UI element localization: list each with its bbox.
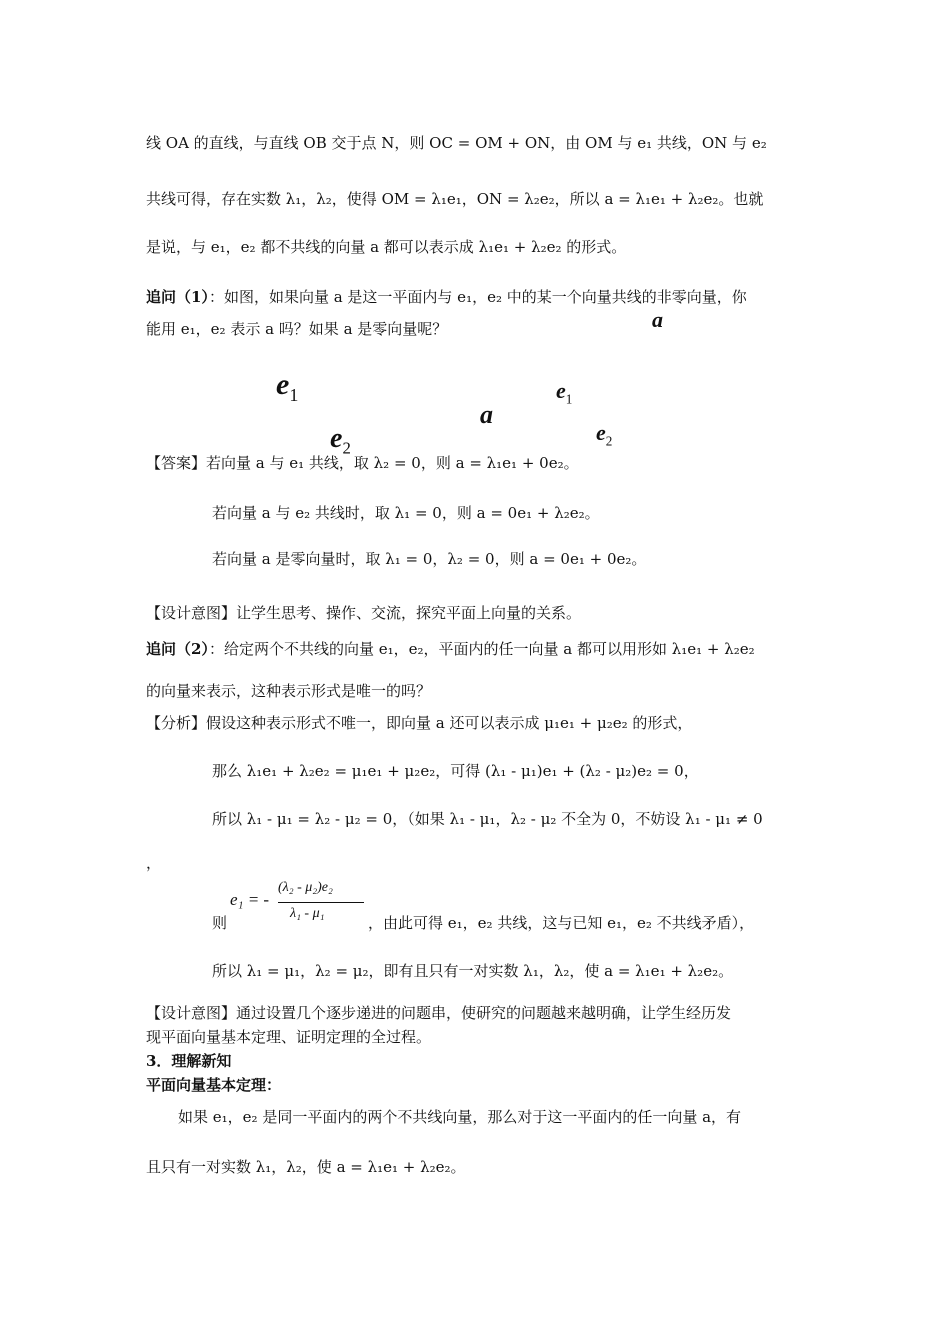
followup-1-text: ：如图，如果向量 a 是这一平面内与 e₁，e₂ 中的某一个向量共线的非零向量，你 xyxy=(208,288,747,306)
design-intent-2-line-2: 现平面向量基本定理、证明定理的全过程。 xyxy=(146,1028,432,1046)
followup-2-text: ：给定两个不共线的向量 e₁，e₂，平面内的任一向量 a 都可以用形如 λ₁e₁ + λ₂e₂ xyxy=(208,640,755,658)
para-line-3: 是说，与 e₁，e₂ 都不共线的向量 a 都可以表示成 λ₁e₁ + λ₂e₂ 的形式。 xyxy=(146,238,627,256)
theorem-line-2: 且只有一对实数 λ₁，λ₂，使 a = λ₁e₁ + λ₂e₂。 xyxy=(146,1158,466,1176)
fig-label-a-mid: a xyxy=(480,400,493,429)
analysis-line-4-post: ，由此可得 e₁，e₂ 共线，这与已知 e₁，e₂ 不共线矛盾）， xyxy=(368,914,755,932)
fig-label-e2-right: $e_2$ xyxy=(596,420,613,449)
followup-1-line-1 xyxy=(146,286,747,307)
fig-label-e1-left: $e_1$ xyxy=(276,368,299,405)
fraction-denominator: λ₁ - μ₁ xyxy=(290,906,325,921)
fig-label-e2-left: $e_2$ xyxy=(330,423,351,458)
analysis-line-5: 所以 λ₁ = μ₁，λ₂ = μ₂，即有且只有一对实数 λ₁，λ₂，使 a = λ₁e₁ + λ₂e₂。 xyxy=(212,962,734,980)
analysis-comma: ， xyxy=(146,854,162,872)
fraction-bar xyxy=(278,902,364,903)
fig-label-a-top: a xyxy=(652,307,663,332)
followup-2-label: 追问（2） xyxy=(146,640,209,658)
followup-1-label: 追问（1） xyxy=(146,288,209,306)
answer-line-2: 若向量 a 与 e₂ 共线时，取 λ₁ = 0，则 a = 0e₁ + λ₂e₂。 xyxy=(212,504,600,522)
analysis-line-4-pre: 则 xyxy=(212,914,228,932)
theorem-title: 平面向量基本定理： xyxy=(146,1076,282,1094)
analysis-line-2: 那么 λ₁e₁ + λ₂e₂ = μ₁e₁ + μ₂e₂，可得 (λ₁ - μ₁)e₁ + (λ₂ - μ₂)e₂ = 0， xyxy=(212,762,699,780)
fraction-lhs: e₁ = - xyxy=(230,890,270,909)
analysis-line-3: 所以 λ₁ - μ₁ = λ₂ - μ₂ = 0，（如果 λ₁ - μ₁，λ₂ - μ₂ 不全为 0，不妨设 λ₁ - μ₁ ≠ 0 xyxy=(212,810,763,828)
answer-line-3: 若向量 a 是零向量时，取 λ₁ = 0，λ₂ = 0，则 a = 0e₁ + 0e₂。 xyxy=(212,550,647,568)
para-line-2: 共线可得，存在实数 λ₁，λ₂，使得 OM = λ₁e₁，ON = λ₂e₂，所以 a = λ₁e₁ + λ₂e₂。也就 xyxy=(146,190,764,208)
section-3-heading: 3．理解新知 xyxy=(146,1052,232,1070)
para-line-1: 线 OA 的直线，与直线 OB 交于点 N，则 OC = OM + ON，由 OM 与 e₁ 共线，ON 与 e₂ xyxy=(146,134,767,152)
followup-2-line-1 xyxy=(146,638,755,659)
answer-line-1: 【答案】若向量 a 与 e₁ 共线，取 λ₂ = 0，则 a = λ₁e₁ + 0e₂。 xyxy=(146,454,579,472)
fig-label-e1-right: $e_1$ xyxy=(556,378,573,407)
design-intent-1: 【设计意图】让学生思考、操作、交流，探究平面上向量的关系。 xyxy=(146,604,582,622)
followup-2-line-2: 的向量来表示，这种表示形式是唯一的吗？ xyxy=(146,682,432,700)
design-intent-2-line-1: 【设计意图】通过设置几个逐步递进的问题串，使研究的问题越来越明确，让学生经历发 xyxy=(146,1004,732,1022)
theorem-line-1: 如果 e₁，e₂ 是同一平面内的两个不共线向量，那么对于这一平面内的任一向量 a，有 xyxy=(178,1108,742,1126)
fraction-numerator: (λ₂ - μ₂)e₂ xyxy=(278,880,333,895)
analysis-line-1: 【分析】假设这种表示形式不唯一，即向量 a 还可以表示成 μ₁e₁ + μ₂e₂ 的形式， xyxy=(146,714,693,732)
followup-1-line-2: 能用 e₁，e₂ 表示 a 吗？如果 a 是零向量呢？ xyxy=(146,320,448,338)
fraction-block xyxy=(230,880,370,930)
